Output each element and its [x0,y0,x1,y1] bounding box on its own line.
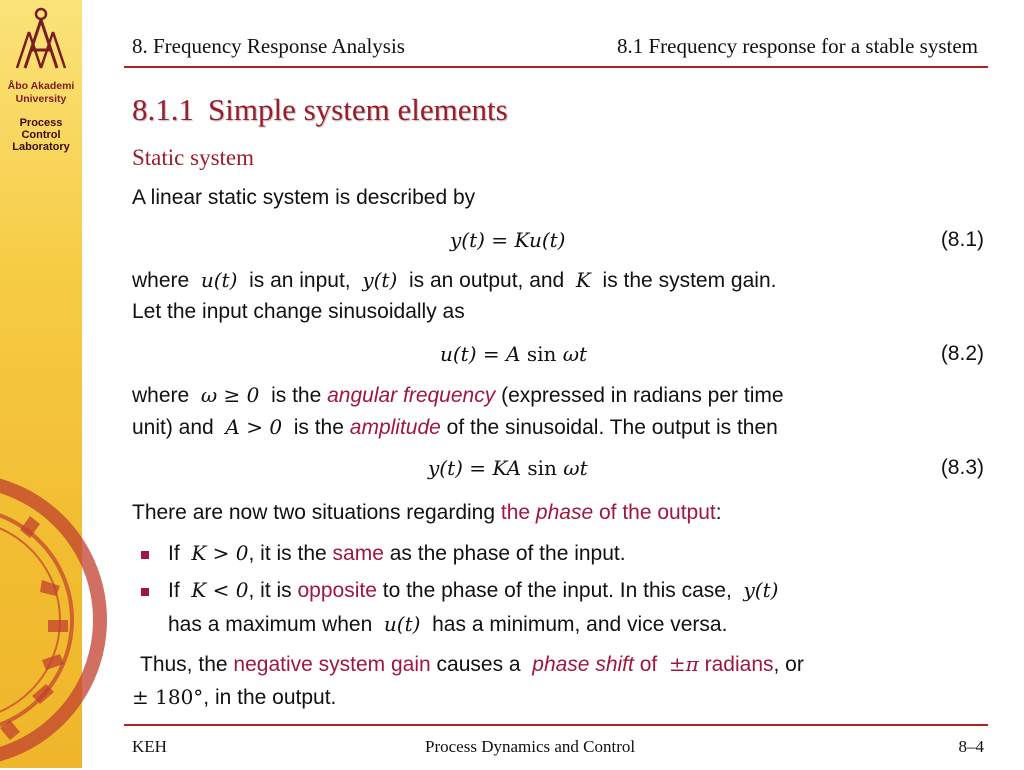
lab-line2: Control [21,129,61,141]
bullet-marker [141,588,149,596]
subtitle: Static system [132,145,255,170]
logo-text-line1: Åbo Akademi [7,80,75,92]
bullet-item-2: If K < 0, it is opposite to the phase of the input. In this case, y(t) [168,578,779,602]
equation-number-8-1: (8.1) [940,228,984,251]
university-seal-icon [0,470,110,770]
intro-text: A linear static system is described by [132,186,476,209]
header-rule [124,66,988,68]
equation-8-1: y(t) = Ku(t) [450,228,566,252]
slide-title [132,92,508,128]
footer-author: KEH [132,737,167,756]
sidebar [0,0,82,768]
title-text: Simple system elements [208,92,508,127]
bullet-item-2-continued: has a maximum when u(t) has a minimum, and vice versa. [168,612,728,636]
university-logo [0,6,82,105]
bullet-marker [141,551,149,559]
situations-text: There are now two situations regarding the phase of the output: [132,501,722,524]
bullet-item-1: If K > 0, it is the same as the phase of the input. [168,541,626,565]
thus-line-2: ± 180°, in the output. [132,685,337,709]
lab-line1: Process [19,117,63,129]
title-number: 8.1.1 [132,92,194,127]
where-line-3: unit) and A > 0 is the amplitude of the sinusoidal. The output is then [132,415,778,439]
logo-text-line2: University [15,93,67,105]
equation-8-2: u(t) = A sin ωt [440,342,588,366]
let-text: Let the input change sinusoidally as [132,300,465,323]
thus-line-1: Thus, the negative system gain causes a phase shift of ±π radians, or [140,652,804,676]
lab-name [0,117,82,153]
where-line-2: where ω ≥ 0 is the angular frequency (expressed in radians per time [132,383,784,407]
equation-8-3: y(t) = KA sin ωt [428,456,588,480]
equation-number-8-2: (8.2) [940,342,984,365]
equation-number-8-3: (8.3) [940,456,984,479]
chapter-header: 8. Frequency Response Analysis [132,34,405,58]
lab-line3: Laboratory [12,141,70,153]
footer-course: Process Dynamics and Control [425,737,636,756]
abo-akademi-emblem-icon [11,6,71,74]
where-line-1: where u(t) is an input, y(t) is an output, and K is the system gain. [132,268,777,292]
section-header: 8.1 Frequency response for a stable system [617,34,978,58]
footer-rule [124,724,988,726]
footer-page-number: 8–4 [958,737,984,756]
